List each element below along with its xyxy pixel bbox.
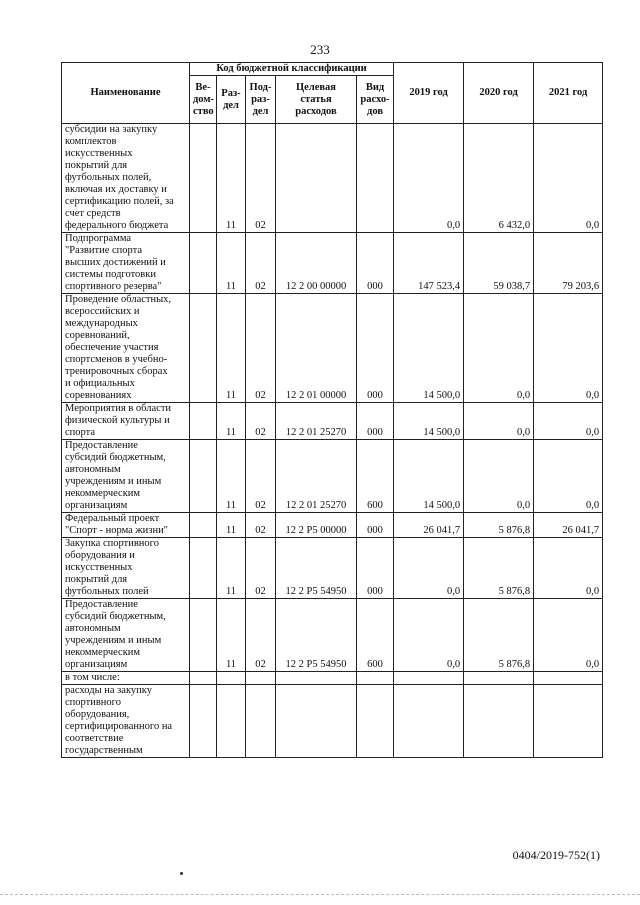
amount-2019-cell: 147 523,4 [394,233,464,294]
amount-2020-cell: 0,0 [464,403,534,440]
row-name-line: тренировочных сборах [65,366,168,377]
header-vedomstvo [190,76,217,124]
expense-type-cell: 000 [357,294,394,403]
row-name-line: сертификацию полей, за [65,196,174,207]
row-name-line: соревнований, [65,330,130,341]
row-name-line: некоммерческим [65,488,141,499]
target-article-cell: 12 2 01 00000 [276,294,357,403]
row-name-line: субсидий бюджетным, [65,611,166,622]
row-name-line: некоммерческим [65,647,141,658]
row-name-cell [62,294,190,403]
row-name-line: Закупка спортивного [65,538,159,549]
expense-type-cell: 000 [357,403,394,440]
vedomstvo-cell [190,513,217,538]
razdel-cell: 11 [217,440,246,513]
amount-2021-cell: 0,0 [534,599,603,672]
amount-2019-cell [394,685,464,758]
expense-type-cell: 600 [357,599,394,672]
table-row [62,513,603,538]
header-line: дел [223,99,239,111]
row-name-line: субсидий бюджетным, [65,452,166,463]
header-line: Под- [249,81,272,93]
header-line: Целевая [296,81,336,93]
amount-2019-cell: 14 500,0 [394,440,464,513]
row-name-line: и официальных [65,378,135,389]
amount-2020-cell [464,685,534,758]
budget-table [61,62,603,758]
header-budget-code: Код бюджетной классификации [190,63,394,76]
header-line: расхо- [360,93,390,105]
table-row [62,685,603,758]
row-name-line: спортсменов в учебно- [65,354,168,365]
scan-mark [180,872,183,875]
amount-2019-cell: 0,0 [394,124,464,233]
expense-type-cell: 000 [357,538,394,599]
header-line: статья [300,93,332,105]
row-name-cell [62,685,190,758]
amount-2021-cell [534,685,603,758]
row-name-line: "Спорт - норма жизни" [65,525,168,536]
row-name-line: сертифицированного на [65,721,173,732]
amount-2019-cell [394,672,464,685]
podrazdel-cell: 02 [246,294,276,403]
target-article-cell: 12 2 01 25270 [276,440,357,513]
row-name-cell [62,403,190,440]
row-name-line: Федеральный проект [65,513,160,524]
amount-2019-cell: 0,0 [394,599,464,672]
header-2020: 2020 год [464,63,534,124]
row-name-line: федерального бюджета [65,220,169,231]
row-name-line: искусственных [65,148,133,159]
header-expense-type [357,76,394,124]
vedomstvo-cell [190,233,217,294]
header-2021: 2021 год [534,63,603,124]
target-article-cell: 12 2 P5 54950 [276,538,357,599]
row-name-line: соревнованиях [65,390,132,401]
vedomstvo-cell [190,440,217,513]
vedomstvo-cell [190,685,217,758]
row-name-line: организациям [65,500,128,511]
header-name: Наименование [62,63,190,124]
expense-type-cell: 000 [357,513,394,538]
row-name-cell [62,599,190,672]
amount-2019-cell: 26 041,7 [394,513,464,538]
podrazdel-cell [246,685,276,758]
podrazdel-cell: 02 [246,440,276,513]
vedomstvo-cell [190,599,217,672]
table-row [62,672,603,685]
table-row [62,599,603,672]
header-line: Ве- [195,81,211,93]
razdel-cell: 11 [217,233,246,294]
target-article-cell [276,685,357,758]
row-name-line: международных [65,318,138,329]
row-name-line: включая их доставку и [65,184,167,195]
header-line: Вид [365,81,385,93]
podrazdel-cell: 02 [246,599,276,672]
expense-type-cell [357,685,394,758]
expense-type-cell: 000 [357,233,394,294]
row-name-line: всероссийских и [65,306,140,317]
podrazdel-cell: 02 [246,403,276,440]
amount-2021-cell: 79 203,6 [534,233,603,294]
amount-2020-cell: 59 038,7 [464,233,534,294]
row-name-line: счет средств [65,208,121,219]
expense-type-cell [357,672,394,685]
row-name-line: учреждениям и иным [65,476,162,487]
target-article-cell [276,124,357,233]
amount-2020-cell: 5 876,8 [464,538,534,599]
podrazdel-cell [246,672,276,685]
row-name-line: Подпрограмма [65,233,132,244]
row-name-line: Предоставление [65,599,138,610]
header-line: дом- [193,93,215,105]
header-line: расходов [295,105,337,117]
razdel-cell: 11 [217,513,246,538]
row-name-line: Предоставление [65,440,138,451]
row-name-cell [62,513,190,538]
header-line: Раз- [221,87,241,99]
row-name-line: автономным [65,623,121,634]
target-article-cell: 12 2 01 25270 [276,403,357,440]
header-line: раз- [251,93,270,105]
row-name-line: спортивного [65,697,121,708]
row-name-line: оборудования и [65,550,135,561]
row-name-cell [62,440,190,513]
podrazdel-cell: 02 [246,538,276,599]
row-name-line: Проведение областных, [65,294,172,305]
amount-2020-cell: 0,0 [464,294,534,403]
row-name-line: покрытий для [65,160,128,171]
amount-2020-cell: 5 876,8 [464,599,534,672]
amount-2020-cell: 5 876,8 [464,513,534,538]
target-article-cell: 12 2 P5 54950 [276,599,357,672]
table-row [62,403,603,440]
razdel-cell: 11 [217,538,246,599]
row-name-cell [62,124,190,233]
table-row [62,124,603,233]
row-name-line: субсидии на закупку [65,124,158,135]
row-name-line: высших достижений и [65,257,166,268]
amount-2019-cell: 14 500,0 [394,294,464,403]
document-code: 0404/2019-752(1) [512,848,600,862]
row-name-line: футбольных полей [65,586,149,597]
header-line: дов [367,105,384,117]
header-target-article [276,76,357,124]
row-name-line: покрытий для [65,574,128,585]
target-article-cell [276,672,357,685]
amount-2021-cell: 26 041,7 [534,513,603,538]
row-name-line: Мероприятия в области [65,403,172,414]
row-name-line: спорта [65,427,96,438]
amount-2019-cell: 14 500,0 [394,403,464,440]
vedomstvo-cell [190,124,217,233]
target-article-cell: 12 2 P5 00000 [276,513,357,538]
header-podrazdel [246,76,276,124]
amount-2020-cell: 0,0 [464,440,534,513]
row-name-line: комплектов [65,136,117,147]
table-row [62,538,603,599]
expense-type-cell [357,124,394,233]
row-name-line: организациям [65,659,128,670]
amount-2021-cell: 0,0 [534,440,603,513]
vedomstvo-cell [190,538,217,599]
razdel-cell [217,685,246,758]
row-name-cell [62,538,190,599]
row-name-line: искусственных [65,562,133,573]
podrazdel-cell: 02 [246,513,276,538]
razdel-cell: 11 [217,294,246,403]
header-razdel [217,76,246,124]
amount-2021-cell: 0,0 [534,124,603,233]
page-number: 233 [310,42,330,57]
expense-type-cell: 600 [357,440,394,513]
amount-2021-cell [534,672,603,685]
amount-2021-cell: 0,0 [534,403,603,440]
row-name-line: оборудования, [65,709,130,720]
header-line: ство [193,105,214,117]
table-row [62,233,603,294]
row-name-line: спортивного резерва" [65,281,162,292]
amount-2021-cell: 0,0 [534,294,603,403]
podrazdel-cell: 02 [246,233,276,294]
row-name-line: государственным [65,745,143,756]
row-name-line: учреждениям и иным [65,635,162,646]
header-2019: 2019 год [394,63,464,124]
amount-2020-cell: 6 432,0 [464,124,534,233]
row-name-line: системы подготовки [65,269,156,280]
amount-2020-cell [464,672,534,685]
row-name-line: автономным [65,464,121,475]
razdel-cell: 11 [217,124,246,233]
header-line: дел [252,105,269,117]
row-name-line: расходы на закупку [65,685,152,696]
table-row [62,294,603,403]
vedomstvo-cell [190,672,217,685]
row-name-line: физической культуры и [65,415,170,426]
row-name-line: футбольных полей, [65,172,152,183]
row-name-cell [62,233,190,294]
scan-edge-line [0,894,640,895]
amount-2019-cell: 0,0 [394,538,464,599]
razdel-cell [217,672,246,685]
razdel-cell: 11 [217,599,246,672]
row-name-line: обеспечение участия [65,342,159,353]
razdel-cell: 11 [217,403,246,440]
podrazdel-cell: 02 [246,124,276,233]
row-name-line: "Развитие спорта [65,245,143,256]
target-article-cell: 12 2 00 00000 [276,233,357,294]
amount-2021-cell: 0,0 [534,538,603,599]
row-name-line: соответствие [65,733,124,744]
row-name-line: в том числе: [65,672,120,683]
vedomstvo-cell [190,294,217,403]
table-row [62,440,603,513]
row-name-cell [62,672,190,685]
vedomstvo-cell [190,403,217,440]
